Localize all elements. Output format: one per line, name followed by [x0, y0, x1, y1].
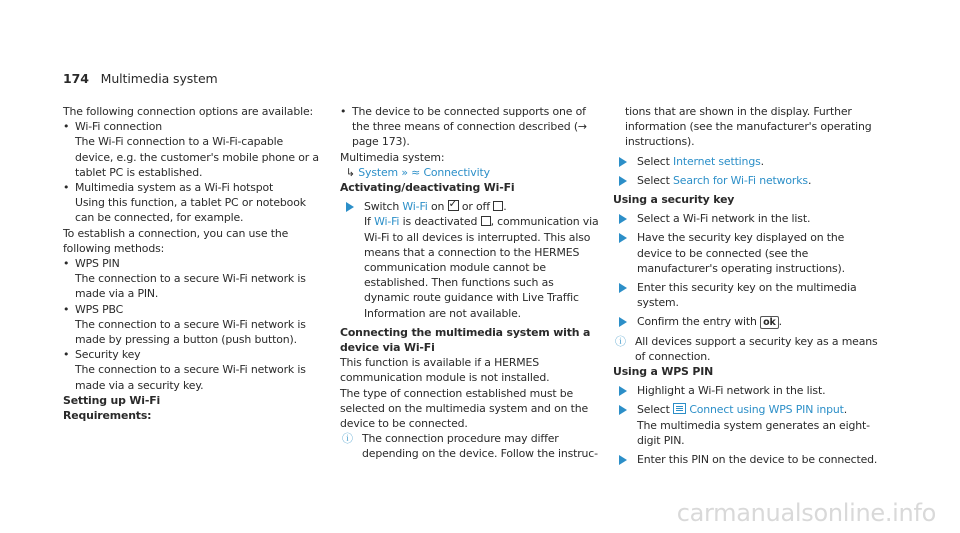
- step-item: Select Internet settings.: [613, 154, 881, 169]
- deactivated-text: is deactivated: [402, 215, 478, 229]
- step-item: Select Connect using WPS PIN input. The multimedia system generates an eight-digit PIN.: [613, 402, 881, 448]
- establish-text: To establish a connection, you can use the following methods:: [63, 226, 289, 255]
- checkbox-empty-icon: [493, 201, 503, 211]
- method-desc: The connection to a secure Wi-Fi network is made via a security key.: [75, 363, 306, 392]
- arrow-right-icon: ↳: [346, 165, 355, 179]
- column-1: [63, 104, 323, 423]
- step-item: Select Search for Wi-Fi networks.: [613, 173, 881, 188]
- list-item: [63, 302, 323, 348]
- step-select: Select: [637, 173, 670, 187]
- nav-system[interactable]: System: [358, 165, 399, 179]
- nav-path: [340, 165, 602, 180]
- section-title: Multimedia system: [100, 71, 218, 86]
- type-text: The type of connection established must be selected on the multimedia system and on the device to be connected.: [340, 386, 589, 431]
- option-title: • Multimedia system as a Wi-Fi hotspot: [75, 181, 274, 195]
- note-continued: tions that are shown in the display. Further information (see the manufacturer's operating instructions).: [625, 105, 872, 149]
- sec-step-text: Enter this security key on the multimedia system.: [637, 281, 857, 310]
- wps-step-rest: The multimedia system generates an eight-digit PIN.: [637, 418, 870, 447]
- connect-heading: Connecting the multimedia system with a device via Wi-Fi: [340, 325, 591, 355]
- step-arrow-icon: [619, 176, 627, 186]
- step-arrow-icon: [619, 386, 627, 396]
- note-item: [340, 431, 602, 461]
- wps-step-text: Enter this PIN on the device to be connected.: [637, 453, 878, 467]
- checkbox-checked-icon: [448, 200, 459, 211]
- page-header: [63, 71, 218, 86]
- method-desc: The connection to a secure Wi-Fi network is made by pressing a button (push button).: [75, 317, 306, 347]
- step-item: [613, 211, 881, 226]
- list-item: [63, 119, 323, 180]
- page-number: 174: [63, 71, 89, 86]
- wifi-toggle[interactable]: Wi-Fi: [402, 200, 428, 214]
- page-ref[interactable]: (→ page 173).: [352, 120, 587, 149]
- intro-text: The following connection options are available:: [63, 105, 314, 118]
- column-3: [613, 104, 881, 471]
- note-text: All devices support a security key as a means of connection.: [635, 334, 878, 363]
- step-switch-post: or off: [461, 200, 490, 214]
- setup-heading: Setting up Wi-Fi: [63, 393, 161, 407]
- step-select: Select: [637, 403, 670, 417]
- wps-heading: Using a WPS PIN: [613, 365, 714, 379]
- info-icon: ⓘ: [342, 432, 353, 446]
- activate-heading: Activating/deactivating Wi-Fi: [340, 181, 515, 195]
- note-text: The connection procedure may differ depending on the device. Follow the instruc-: [362, 432, 598, 461]
- wifi-ref: Wi-Fi: [374, 215, 400, 229]
- option-desc: The Wi-Fi connection to a Wi-Fi-capable device, e.g. the customer's mobile phone or a tablet PC is established.: [75, 135, 319, 179]
- step-arrow-icon: [619, 405, 627, 415]
- step-arrow-icon: [619, 283, 627, 293]
- step-arrow-icon: [619, 233, 627, 243]
- sec-step-text: Select a Wi-Fi network in the list.: [637, 212, 811, 226]
- step-arrow-icon: [619, 157, 627, 167]
- security-heading: Using a security key: [613, 193, 735, 207]
- step-arrow-icon: [619, 317, 627, 327]
- internet-settings-link[interactable]: Internet settings: [673, 154, 761, 168]
- step-switch-pre: Switch: [364, 200, 400, 214]
- deactivated-rest: , communication via Wi-Fi to all devices is interrupted. This also means that a connection to the HERMES communication module cannot be established. Then functions such as dynamic route guidance with Live Traffic Information are not available.: [364, 215, 599, 320]
- step-item: [613, 280, 881, 310]
- double-chevron-icon: »: [401, 165, 408, 179]
- watermark: carmanualsonline.info: [676, 499, 936, 527]
- checkbox-empty-icon: [481, 216, 491, 226]
- method-title: • Security key: [75, 348, 141, 362]
- column-2: [340, 104, 602, 462]
- step-item: [613, 383, 881, 398]
- step-item: [613, 230, 881, 276]
- step-arrow-icon: [619, 455, 627, 465]
- if-label: If: [364, 215, 371, 229]
- method-title: • WPS PIN: [75, 257, 120, 271]
- step-item: Switch Wi-Fi on ✓ or off . If Wi-Fi is deactivated , communication via Wi-Fi to all devices is interrupted. This also means that a connection to the HERMES communication module cannot be established. Then functions such as dynamic route guidance with Live Traffic Information are not available.: [340, 199, 602, 321]
- sec-step-text: Have the security key displayed on the device to be connected (see the manufacturer's operating instructions).: [637, 231, 845, 275]
- list-item: [63, 256, 323, 302]
- info-icon: ⓘ: [615, 334, 626, 348]
- system-label: Multimedia system:: [340, 150, 445, 164]
- step-item: [613, 452, 881, 467]
- search-networks-link[interactable]: Search for Wi-Fi networks: [673, 173, 808, 187]
- step-item: Confirm the entry with ok .: [613, 314, 881, 329]
- option-desc: Using this function, a tablet PC or notebook can be connected, for example.: [75, 196, 306, 225]
- step-arrow-icon: [346, 202, 354, 212]
- method-desc: The connection to a secure Wi-Fi network is made via a PIN.: [75, 272, 306, 301]
- option-title: • Wi-Fi connection: [75, 120, 163, 134]
- list-item: [63, 180, 323, 226]
- requirements-heading: Requirements:: [63, 409, 152, 423]
- requirement-text: The device to be connected supports one of the three means of connection described: [352, 105, 586, 134]
- wifi-icon: ≈: [411, 165, 421, 179]
- step-arrow-icon: [619, 214, 627, 224]
- step-switch-mid: on: [430, 200, 445, 214]
- connect-text: This function is available if a HERMES communication module is not installed.: [340, 356, 550, 385]
- ok-button-icon[interactable]: ok: [760, 316, 779, 329]
- note-item: [613, 334, 881, 364]
- list-item: [63, 347, 323, 393]
- confirm-text: Confirm the entry with: [637, 315, 757, 329]
- list-icon: [673, 403, 686, 414]
- method-title: • WPS PBC: [75, 302, 124, 316]
- list-item: [340, 104, 602, 150]
- connect-wps-link[interactable]: Connect using WPS PIN input: [689, 403, 844, 417]
- nav-connectivity[interactable]: Connectivity: [423, 165, 490, 179]
- step-select: Select: [637, 154, 670, 168]
- wps-step-text: Highlight a Wi-Fi network in the list.: [637, 384, 826, 398]
